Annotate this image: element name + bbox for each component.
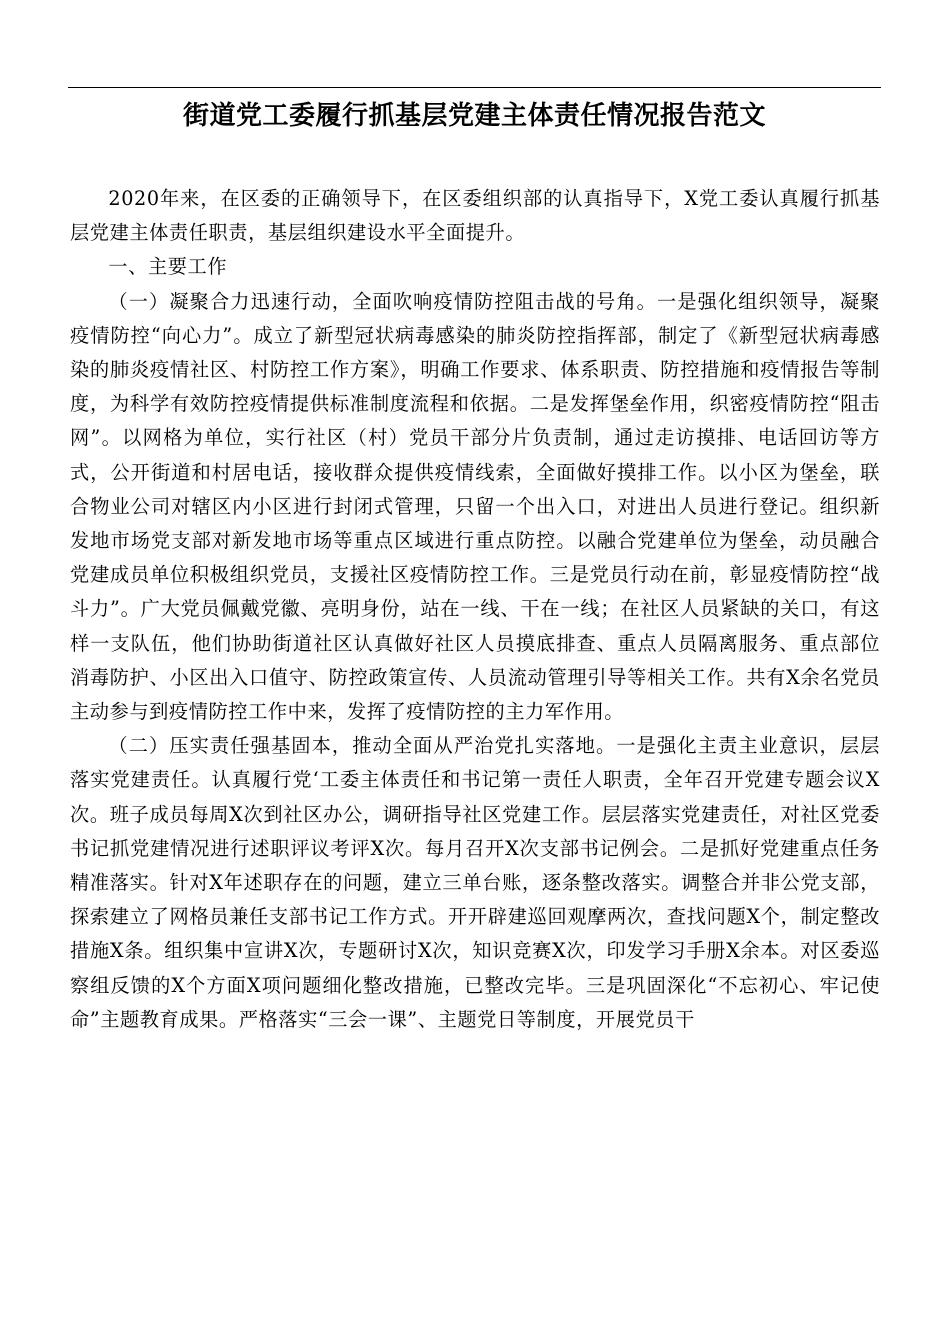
document-title: 街道党工委履行抓基层党建主体责任情况报告范文	[182, 101, 766, 131]
document-body	[70, 182, 880, 1037]
section-heading: 一、主要工作	[108, 255, 228, 279]
body-paragraph: （一）凝聚合力迅速行动，全面吹响疫情防控阻击战的号角。一是强化组织领导，凝聚疫情防控“向心力”。成立了新型冠状病毒感染的肺炎防控指挥部，制定了《新型冠状病毒感染的肺炎疫情社区、村防控工作方案》，明确工作要求、体系职责、防控措施和疫情报告等制度，为科学有效防控疫情提供标准制度流程和依据。二是发挥堡垒作用，织密疫情防控“阻击网”。以网格为单位，实行社区（村）党员干部分片负责制，通过走访摸排、电话回访等方式，公开街道和村居电话，接收群众提供疫情线索，全面做好摸排工作。以小区为堡垒，联合物业公司对辖区内小区进行封闭式管理，只留一个出入口，对进出人员进行登记。组织新发地市场党支部对新发地市场等重点区域进行重点防控。以融合党建单位为堡垒，动员融合党建成员单位积极组织党员，支援社区疫情防控工作。三是党员行动在前，彰显疫情防控“战斗力”。广大党员佩戴党徽、亮明身份，站在一线、干在一线；在社区人员紧缺的关口，有这样一支队伍，他们协助街道社区认真做好社区人员摸底排查、重点人员隔离服务、重点部位消毒防护、小区出入口值守、防控政策宣传、人员流动管理引导等相关工作。共有X余名党员主动参与到疫情防控工作中来，发挥了疫情防控的主力军作用。	[70, 289, 880, 724]
header-rule	[68, 87, 881, 88]
body-paragraph: （二）压实责任强基固本，推动全面从严治党扎实落地。一是强化主责主业意识，层层落实党建责任。认真履行党‘工委主体责任和书记第一责任人职责，全年召开党建专题会议X次。班子成员每周X次到社区办公，调研指导社区党建工作。层层落实党建责任，对社区党委书记抓党建情况进行述职评议考评X次。每月召开X次支部书记例会。二是抓好党建重点任务精准落实。针对X年述职存在的问题，建立三单台账，逐条整改落实。调整合并非公党支部，探索建立了网格员兼任支部书记工作方式。开开辟建巡回观摩两次，查找问题X个，制定整改措施X条。组织集中宣讲X次，专题研讨X次，知识竞赛X次，印发学习手册X余本。对区委巡察组反馈的X个方面X项问题细化整改措施，已整改完毕。三是巩固深化“不忘初心、牢记使命”主题教育成果。严格落实“三会一课”、主题党日等制度，开展党员干	[70, 734, 880, 1031]
intro-paragraph: 2020年来，在区委的正确领导下，在区委组织部的认真指导下，X党工委认真履行抓基层党建主体责任职责，基层组织建设水平全面提升。	[70, 187, 880, 245]
